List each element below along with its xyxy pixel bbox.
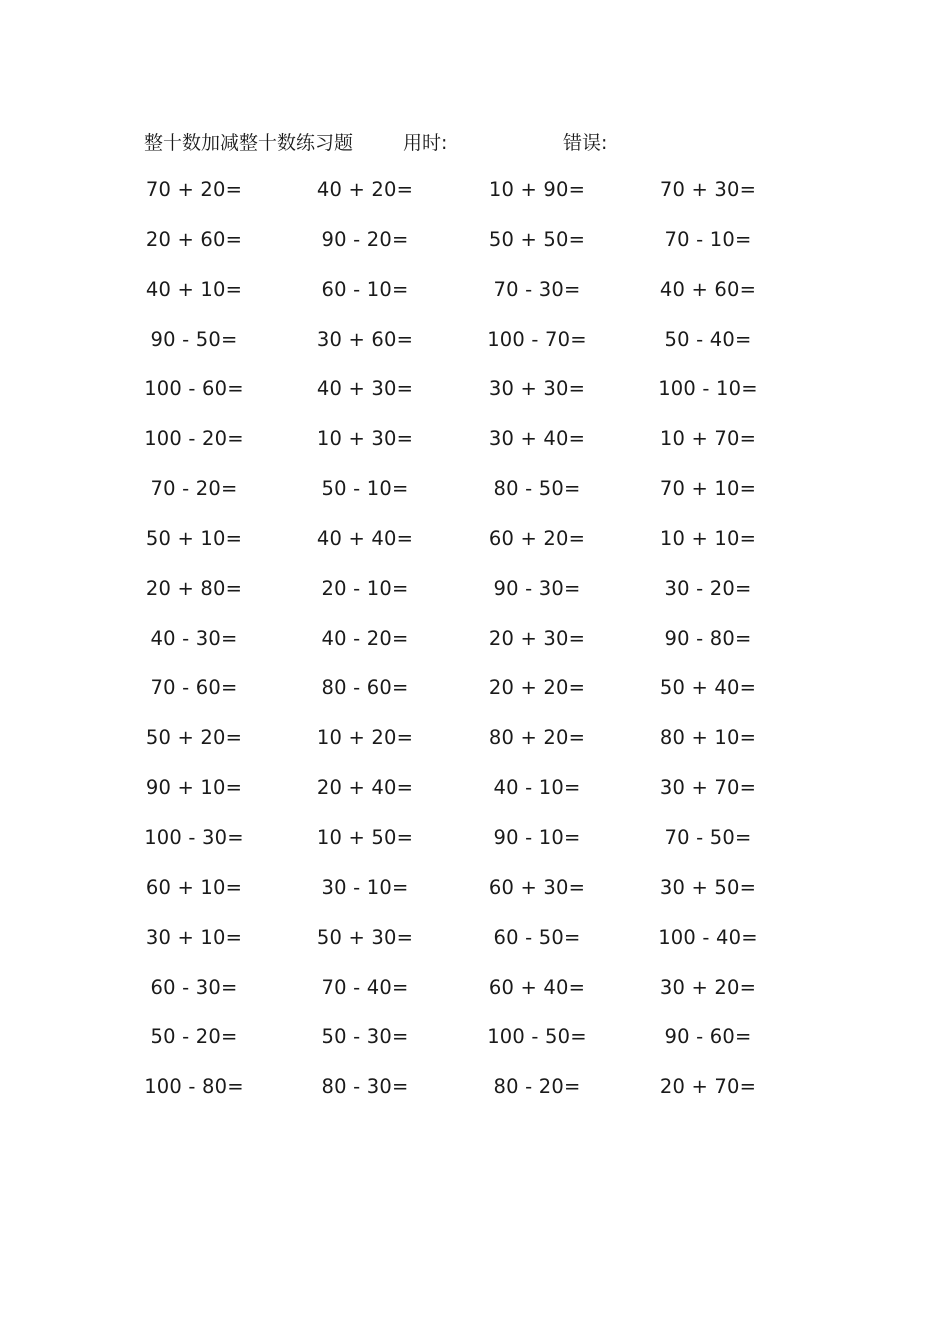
problem-item: 20 + 80= [145, 576, 243, 600]
problem-grid [0, 176, 950, 1123]
problem-item: 90 - 50= [150, 327, 238, 351]
problem-item: 20 + 40= [316, 776, 414, 800]
problem-item: 90 - 80= [664, 626, 752, 650]
problem-row [0, 176, 950, 226]
problem-item: 100 - 70= [487, 327, 587, 351]
problem-row [0, 1023, 950, 1073]
problem-item: 30 + 30= [488, 377, 586, 401]
problem-item: 20 - 10= [321, 576, 409, 600]
problem-item: 50 - 30= [321, 1025, 409, 1049]
problem-item: 60 + 10= [145, 875, 243, 899]
problem-item: 40 + 10= [145, 277, 243, 301]
problem-item: 100 - 30= [144, 825, 244, 849]
problem-item: 40 + 40= [316, 526, 414, 550]
problem-row [0, 674, 950, 724]
problem-item: 60 - 30= [150, 975, 238, 999]
problem-item: 80 - 20= [493, 1075, 581, 1099]
worksheet-header [0, 128, 950, 158]
problem-row [0, 774, 950, 824]
problem-item: 30 + 40= [488, 427, 586, 451]
problem-item: 20 + 70= [659, 1075, 757, 1099]
problem-row [0, 375, 950, 425]
problem-item: 70 - 40= [321, 975, 409, 999]
problem-item: 70 - 60= [150, 676, 238, 700]
problem-item: 10 + 70= [659, 427, 757, 451]
problem-item: 50 + 20= [145, 726, 243, 750]
problem-item: 80 - 60= [321, 676, 409, 700]
problem-item: 60 + 30= [488, 875, 586, 899]
problem-item: 20 + 20= [488, 676, 586, 700]
problem-item: 100 - 60= [144, 377, 244, 401]
problem-item: 90 + 10= [145, 776, 243, 800]
problem-row [0, 276, 950, 326]
worksheet-title: 整十数加减整十数练习题 [144, 132, 354, 154]
problem-item: 70 - 20= [150, 477, 238, 501]
problem-item: 70 - 10= [664, 227, 752, 251]
problem-item: 30 - 10= [321, 875, 409, 899]
problem-item: 90 - 20= [321, 227, 409, 251]
problem-row [0, 575, 950, 625]
problem-item: 30 - 20= [664, 576, 752, 600]
problem-item: 30 + 50= [659, 875, 757, 899]
problem-item: 50 + 30= [316, 925, 414, 949]
problem-item: 30 + 10= [145, 925, 243, 949]
problem-item: 100 - 80= [144, 1075, 244, 1099]
problem-item: 70 - 50= [664, 825, 752, 849]
problem-row [0, 874, 950, 924]
problem-row [0, 824, 950, 874]
problem-item: 90 - 30= [493, 576, 581, 600]
problem-item: 40 - 30= [150, 626, 238, 650]
problem-item: 90 - 60= [664, 1025, 752, 1049]
problem-item: 70 + 10= [659, 477, 757, 501]
problem-item: 80 + 20= [488, 726, 586, 750]
problem-item: 40 + 60= [659, 277, 757, 301]
problem-item: 90 - 10= [493, 825, 581, 849]
problem-item: 10 + 90= [488, 178, 586, 201]
problem-item: 50 - 40= [664, 327, 752, 351]
problem-row [0, 974, 950, 1024]
problem-item: 10 + 50= [316, 825, 414, 849]
problem-item: 10 + 20= [316, 726, 414, 750]
problem-row [0, 924, 950, 974]
problem-item: 30 + 60= [316, 327, 414, 351]
problem-item: 70 + 20= [145, 178, 243, 201]
problem-item: 100 - 40= [658, 925, 758, 949]
problem-item: 50 + 10= [145, 526, 243, 550]
problem-row [0, 425, 950, 475]
time-label: 用时: [403, 132, 448, 154]
problem-item: 50 - 10= [321, 477, 409, 501]
problem-item: 30 + 70= [659, 776, 757, 800]
problem-item: 40 - 20= [321, 626, 409, 650]
problem-item: 50 + 50= [488, 227, 586, 251]
problem-item: 40 + 30= [316, 377, 414, 401]
problem-item: 60 + 40= [488, 975, 586, 999]
problem-item: 80 - 50= [493, 477, 581, 501]
problem-row [0, 525, 950, 575]
problem-item: 70 - 30= [493, 277, 581, 301]
problem-item: 20 + 30= [488, 626, 586, 650]
problem-item: 50 - 20= [150, 1025, 238, 1049]
problem-item: 60 + 20= [488, 526, 586, 550]
problem-item: 10 + 10= [659, 526, 757, 550]
problem-item: 100 - 50= [487, 1025, 587, 1049]
problem-item: 80 + 10= [659, 726, 757, 750]
problem-row [0, 625, 950, 675]
problem-item: 60 - 10= [321, 277, 409, 301]
problem-item: 60 - 50= [493, 925, 581, 949]
error-label: 错误: [563, 132, 608, 154]
problem-item: 100 - 10= [658, 377, 758, 401]
problem-item: 40 - 10= [493, 776, 581, 800]
problem-row [0, 1073, 950, 1123]
problem-item: 40 + 20= [316, 178, 414, 201]
problem-item: 50 + 40= [659, 676, 757, 700]
problem-item: 20 + 60= [145, 227, 243, 251]
problem-item: 30 + 20= [659, 975, 757, 999]
problem-item: 10 + 30= [316, 427, 414, 451]
problem-item: 70 + 30= [659, 178, 757, 201]
problem-row [0, 724, 950, 774]
problem-row [0, 326, 950, 376]
problem-row [0, 226, 950, 276]
problem-item: 80 - 30= [321, 1075, 409, 1099]
problem-row [0, 475, 950, 525]
problem-item: 100 - 20= [144, 427, 244, 451]
